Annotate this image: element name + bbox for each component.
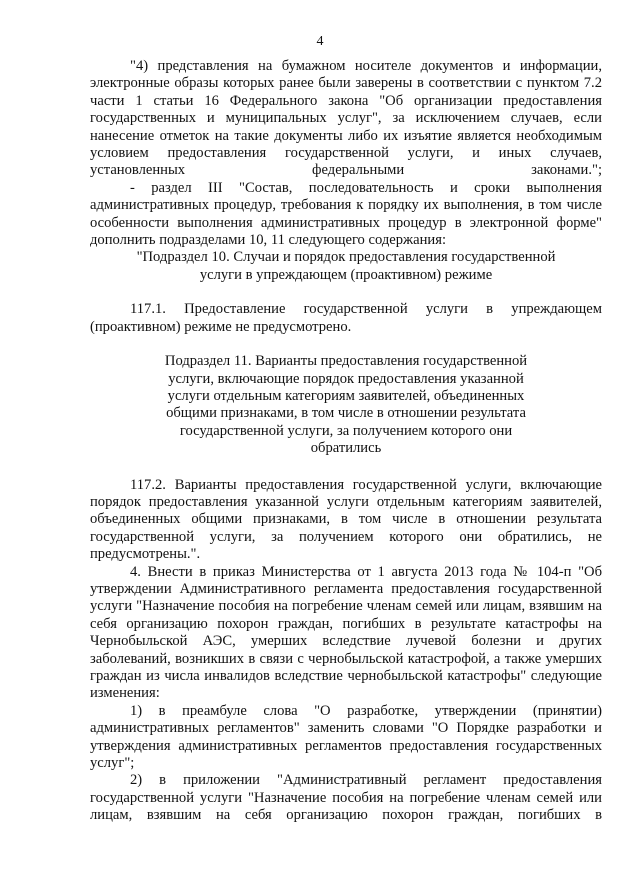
subsection-11-heading: Подраздел 11. Варианты предоставления государственной услуги, включающие порядок предоставления указанной услуги отдельным категориям заявителей, объединенных общими признаками, в том числе в отношении результата государственной услуги, за получением которого они обратились bbox=[164, 353, 528, 457]
paragraph-117-1: 117.1. Предоставление государственной услуги в упреждающем (проактивном) режиме не предусмотрено. bbox=[90, 301, 602, 335]
paragraph-item-4: "4) представления на бумажном носителе документов и информации, электронные образы которых ранее были заверены в соответствии с пунктом 7.2 части 1 статьи 16 Федерального закона "Об организации предоставления государственных и муниципальных услуг", за исключением случаев, если нанесение отметок на такие документы либо их изъятие является необходимым условием предоставления государственной услуги, и иных случаев, установленных федеральными законами."; bbox=[90, 58, 602, 179]
paragraph-117-2: 117.2. Варианты предоставления государственной услуги, включающие порядок предоставления указанной услуги отдельным категориям заявителей, объединенных общими признаками, в том числе в отношении результата государственной услуги, за получением которого они обратились, не предусмотрены.". bbox=[90, 476, 602, 563]
document-body bbox=[90, 58, 602, 825]
paragraph-section-iii: - раздел III "Состав, последовательность и сроки выполнения административных процедур, требования к порядку их выполнения, в том числе особенности выполнения административных процедур в электронной форме" дополнить подразделами 10, 11 следующего содержания: bbox=[90, 179, 602, 249]
page-number: 4 bbox=[316, 34, 324, 49]
paragraph-4-1: 1) в преамбуле слова "О разработке, утверждении (принятии) административных регламентов" заменить словами "О Порядке разработки и утверждения административных регламентов предоставления государственных услуг"; bbox=[90, 702, 602, 772]
paragraph-4-amend: 4. Внести в приказ Министерства от 1 августа 2013 года № 104-п "Об утверждении Административного регламента предоставления государственной услуги "Назначение пособия на погребение членам семей или лицам, взявшим на себя организацию похорон граждан, погибших в результате катастрофы на Чернобыльской АЭС, умерших вследствие лучевой болезни и других заболеваний, возникших в связи с чернобыльской катастрофой, а также умерших граждан из числа инвалидов вследствие чернобыльской катастрофы" следующие изменения: bbox=[90, 563, 602, 702]
subsection-10-heading: "Подраздел 10. Случаи и порядок предоставления государственной услуги в упреждающем (проактивном) режиме bbox=[136, 249, 556, 283]
paragraph-4-2: 2) в приложении "Административный регламент предоставления государственной услуги "Назначение пособия на погребение членам семей или лицам, взявшим на себя организацию похорон граждан, погибших в bbox=[90, 772, 602, 824]
